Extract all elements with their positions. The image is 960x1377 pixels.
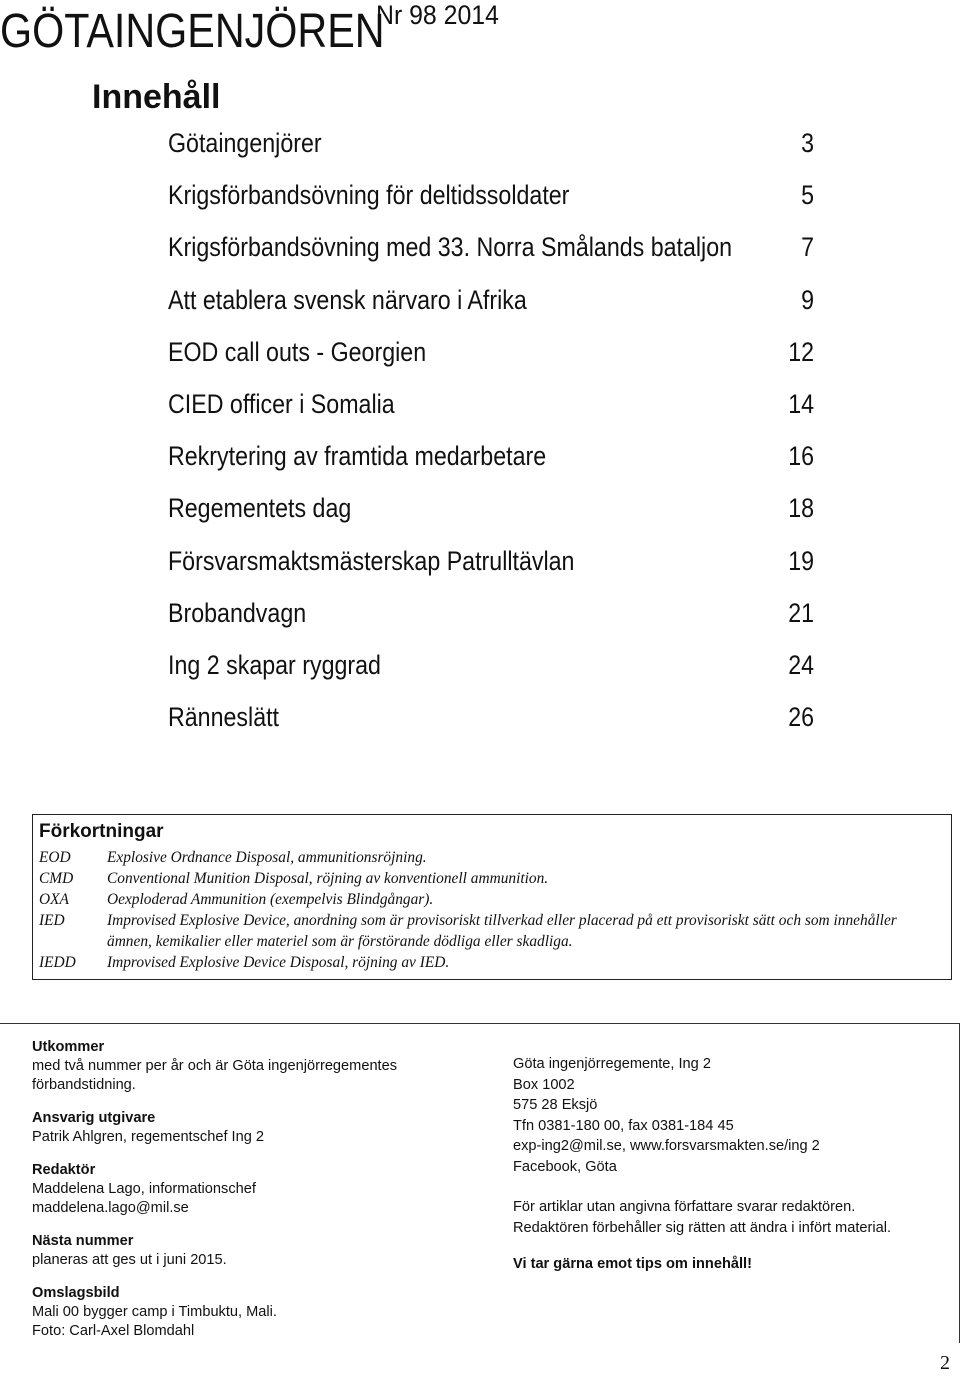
facebook: Facebook, Göta xyxy=(513,1158,617,1175)
abbreviation-desc: Explosive Ordnance Disposal, ammunitionsröjning. xyxy=(107,849,427,866)
toc-entry-page: 21 xyxy=(788,597,814,628)
abbreviations-box xyxy=(32,814,952,980)
toc-heading: Innehåll xyxy=(92,78,221,116)
tips-callout: Vi tar gärna emot tips om innehåll! xyxy=(513,1256,752,1272)
toc-entry[interactable] xyxy=(168,493,814,545)
abbreviation-key: IED xyxy=(39,912,65,929)
omslag-label: Omslagsbild xyxy=(32,1285,120,1301)
magazine-title: GÖTAINGENJÖREN xyxy=(0,5,385,58)
toc-entry[interactable] xyxy=(168,180,814,232)
redaktor-email[interactable]: maddelena.lago@mil.se xyxy=(32,1200,189,1216)
editor-note: För artiklar utan angivna författare svarar redaktören. xyxy=(513,1199,856,1215)
toc-entry-page: 3 xyxy=(801,128,814,158)
abbreviation-key: EOD xyxy=(39,849,71,866)
toc-entry-page: 24 xyxy=(788,649,814,680)
org-name: Göta ingenjörregemente, Ing 2 xyxy=(513,1056,711,1072)
toc-entry[interactable] xyxy=(168,546,814,598)
abbreviations-list xyxy=(39,847,939,973)
utkommer-label: Utkommer xyxy=(32,1039,105,1055)
utkommer-group xyxy=(32,1038,472,1095)
toc-entry-title: Ränneslätt xyxy=(168,702,280,733)
abbreviation-desc: Improvised Explosive Device, anordning som är provisoriskt tillverkad eller placerad på ett provisoriskt sätt och som innehåller ämnen, kemikalier eller materiel som är förstörande dödliga eller skadliga. xyxy=(107,912,897,950)
toc-entry-title: Brobandvagn xyxy=(168,597,307,628)
redaktor-group xyxy=(32,1161,472,1218)
toc-entry-page: 26 xyxy=(788,702,814,733)
toc-entry-page: 18 xyxy=(788,493,814,524)
abbreviation-item xyxy=(39,889,939,910)
photo-credit: Foto: Carl-Axel Blomdahl xyxy=(32,1323,195,1339)
toc-entry-title: Att etablera svensk närvaro i Afrika xyxy=(168,284,527,315)
toc-entry-page: 12 xyxy=(788,336,814,367)
toc-entry[interactable] xyxy=(168,441,814,493)
utgivare-text: Patrik Ahlgren, regementschef Ing 2 xyxy=(32,1129,265,1145)
toc-entry-title: Försvarsmaktsmästerskap Patrulltävlan xyxy=(168,545,575,576)
issue-number: Nr 98 2014 xyxy=(376,0,499,30)
toc-entry-title: CIED officer i Somalia xyxy=(168,388,395,419)
redaktor-label: Redaktör xyxy=(32,1162,96,1178)
colophon-left xyxy=(32,1038,472,1355)
toc-entry-page: 16 xyxy=(788,441,814,472)
toc-entry-page: 19 xyxy=(788,545,814,576)
toc-entry-title: Ing 2 skapar ryggrad xyxy=(168,649,381,680)
toc-entry-title: Krigsförbandsövning för deltidssoldater xyxy=(168,180,570,211)
utgivare-label: Ansvarig utgivare xyxy=(32,1110,156,1126)
postal-box: Box 1002 xyxy=(513,1076,575,1093)
page-number: 2 xyxy=(940,1352,950,1374)
web-contact[interactable]: exp-ing2@mil.se, www.forsvarsmakten.se/ing 2 xyxy=(513,1138,820,1154)
toc-entry[interactable] xyxy=(168,389,814,441)
toc-entry[interactable] xyxy=(168,598,814,650)
abbreviation-item xyxy=(39,868,939,889)
utgivare-group xyxy=(32,1109,472,1147)
nasta-group xyxy=(32,1232,472,1270)
toc-entry[interactable] xyxy=(168,337,814,389)
toc-entry-title: Rekrytering av framtida medarbetare xyxy=(168,441,547,472)
toc-entry-title: Götaingenjörer xyxy=(168,128,322,158)
toc-entry-page: 5 xyxy=(801,180,814,211)
abbreviation-item xyxy=(39,952,939,973)
abbreviation-desc: Improvised Explosive Device Disposal, röjning av IED. xyxy=(107,954,450,971)
abbreviation-item xyxy=(39,910,939,952)
nasta-text: planeras att ges ut i juni 2015. xyxy=(32,1252,227,1268)
toc-entry-page: 7 xyxy=(801,232,814,263)
abbreviation-desc: Oexploderad Ammunition (exempelvis Blindgångar). xyxy=(107,891,434,908)
toc-entry-title: Regementets dag xyxy=(168,493,352,524)
abbreviations-heading: Förkortningar xyxy=(39,821,164,842)
abbreviation-item xyxy=(39,847,939,868)
omslag-text: Mali 00 bygger camp i Timbuktu, Mali. xyxy=(32,1304,277,1320)
toc-entry[interactable] xyxy=(168,232,814,284)
colophon-right xyxy=(513,1054,953,1275)
toc-entry-page: 9 xyxy=(801,284,814,315)
abbreviation-key: OXA xyxy=(39,891,69,908)
nasta-label: Nästa nummer xyxy=(32,1233,134,1249)
abbreviation-key: CMD xyxy=(39,870,74,887)
toc-entry[interactable] xyxy=(168,650,814,702)
abbreviation-desc: Conventional Munition Disposal, röjning av konventionell ammunition. xyxy=(107,870,549,887)
omslag-group xyxy=(32,1284,472,1341)
redaktor-text: Maddelena Lago, informationschef xyxy=(32,1181,256,1197)
postal-address: 575 28 Eksjö xyxy=(513,1097,598,1113)
phone-fax: Tfn 0381-180 00, fax 0381-184 45 xyxy=(513,1117,734,1134)
toc-entry[interactable] xyxy=(168,128,814,180)
toc-entry-title: EOD call outs - Georgien xyxy=(168,336,427,367)
toc-entry-page: 14 xyxy=(788,388,814,419)
editor-rights-note: Redaktören förbehåller sig rätten att ändra i infört material. xyxy=(513,1219,892,1236)
toc-entry[interactable] xyxy=(168,285,814,337)
utkommer-text: med två nummer per år och är Göta ingenjörregementes förbandstidning. xyxy=(32,1058,398,1093)
toc-entry-title: Krigsförbandsövning med 33. Norra Smålands bataljon xyxy=(168,232,733,263)
table-of-contents xyxy=(168,128,814,754)
toc-entry[interactable] xyxy=(168,702,814,754)
abbreviation-key: IEDD xyxy=(39,954,76,971)
colophon xyxy=(0,1023,960,1343)
